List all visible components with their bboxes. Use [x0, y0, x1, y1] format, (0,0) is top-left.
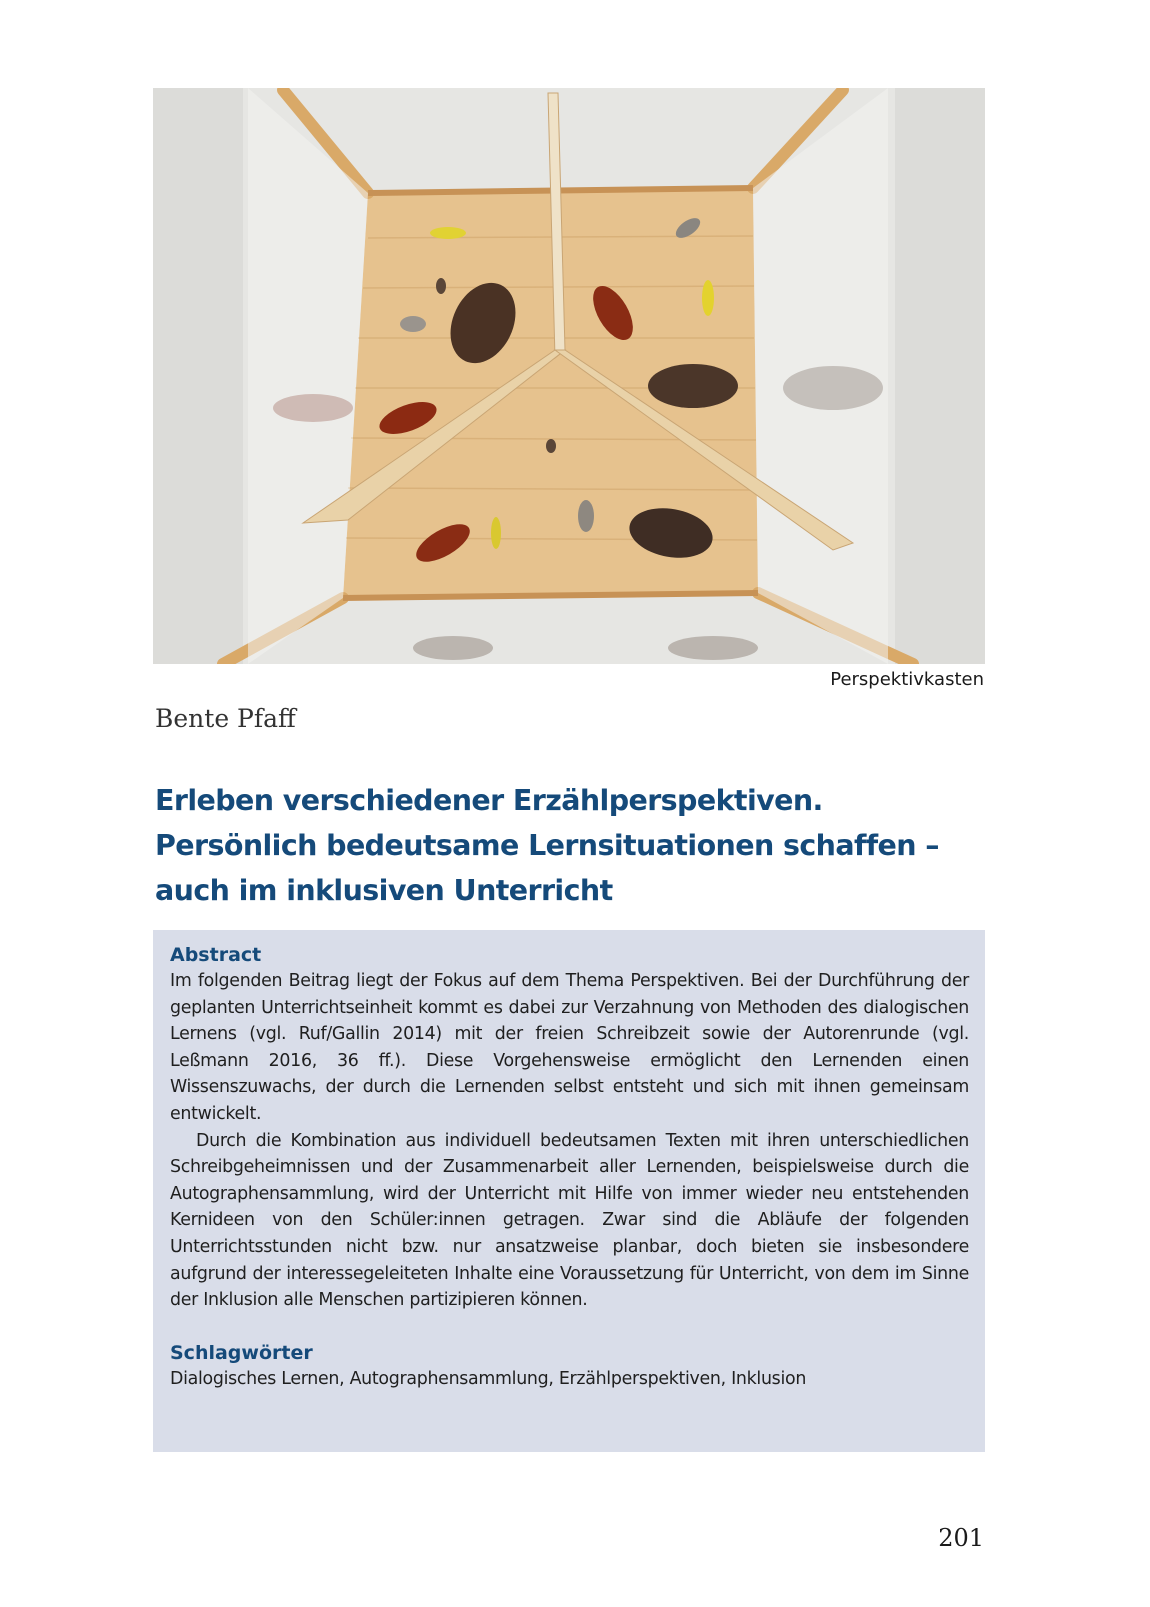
- article-title: [155, 778, 995, 913]
- abstract-paragraph: Im folgenden Beitrag liegt der Fokus auf dem Thema Perspektiven. Bei der Durchführung der geplanten Unterrichtseinheit kommt es dabei zur Verzahnung von Methoden des dialogischen Lernens (vgl. Ruf/Gallin 2014) mit der freien Schreibzeit sowie der Autorenrunde (vgl. Leßmann 2016, 36 ff.). Diese Vorgehensweise ermöglicht den Lernenden einen Wissenszuwachs, der durch die Lernenden selbst entsteht und sich mit ihnen gemeinsam entwickelt.: [170, 971, 969, 1124]
- page-number: 201: [938, 1524, 984, 1552]
- perspective-box-photo: [153, 88, 985, 664]
- title-line: auch im inklusiven Unterricht: [155, 874, 613, 907]
- abstract-box: [153, 930, 985, 1452]
- title-line: Erleben verschiedener Erzählperspektiven.: [155, 784, 823, 817]
- abstract-heading: Abstract: [170, 944, 262, 966]
- keywords-heading: Schlagwörter: [170, 1341, 313, 1364]
- keywords-text: Dialogisches Lernen, Autographensammlung, Erzählperspektiven, Inklusion: [170, 1368, 807, 1389]
- figure-caption: Perspektivkasten: [830, 669, 984, 690]
- title-line: Persönlich bedeutsame Lernsituationen schaffen –: [155, 829, 939, 862]
- abstract-paragraph: Durch die Kombination aus individuell bedeutsamen Texten mit ihren unterschiedlichen Schreibgeheimnissen und der Zusammenarbeit aller Lernenden, beispielsweise durch die Autographensammlung, wird der Unterricht mit Hilfe von immer wieder neu entstehenden Kernideen von den Schüler:innen getragen. Zwar sind die Abläufe der folgenden Unterrichtsstunden nicht bzw. nur ansatzweise planbar, doch bieten sie insbesondere aufgrund der interessegeleiteten Inhalte eine Voraussetzung für Unterricht, von dem im Sinne der Inklusion alle Menschen partizipieren können.: [170, 1130, 969, 1311]
- author-name: Bente Pfaff: [155, 704, 296, 733]
